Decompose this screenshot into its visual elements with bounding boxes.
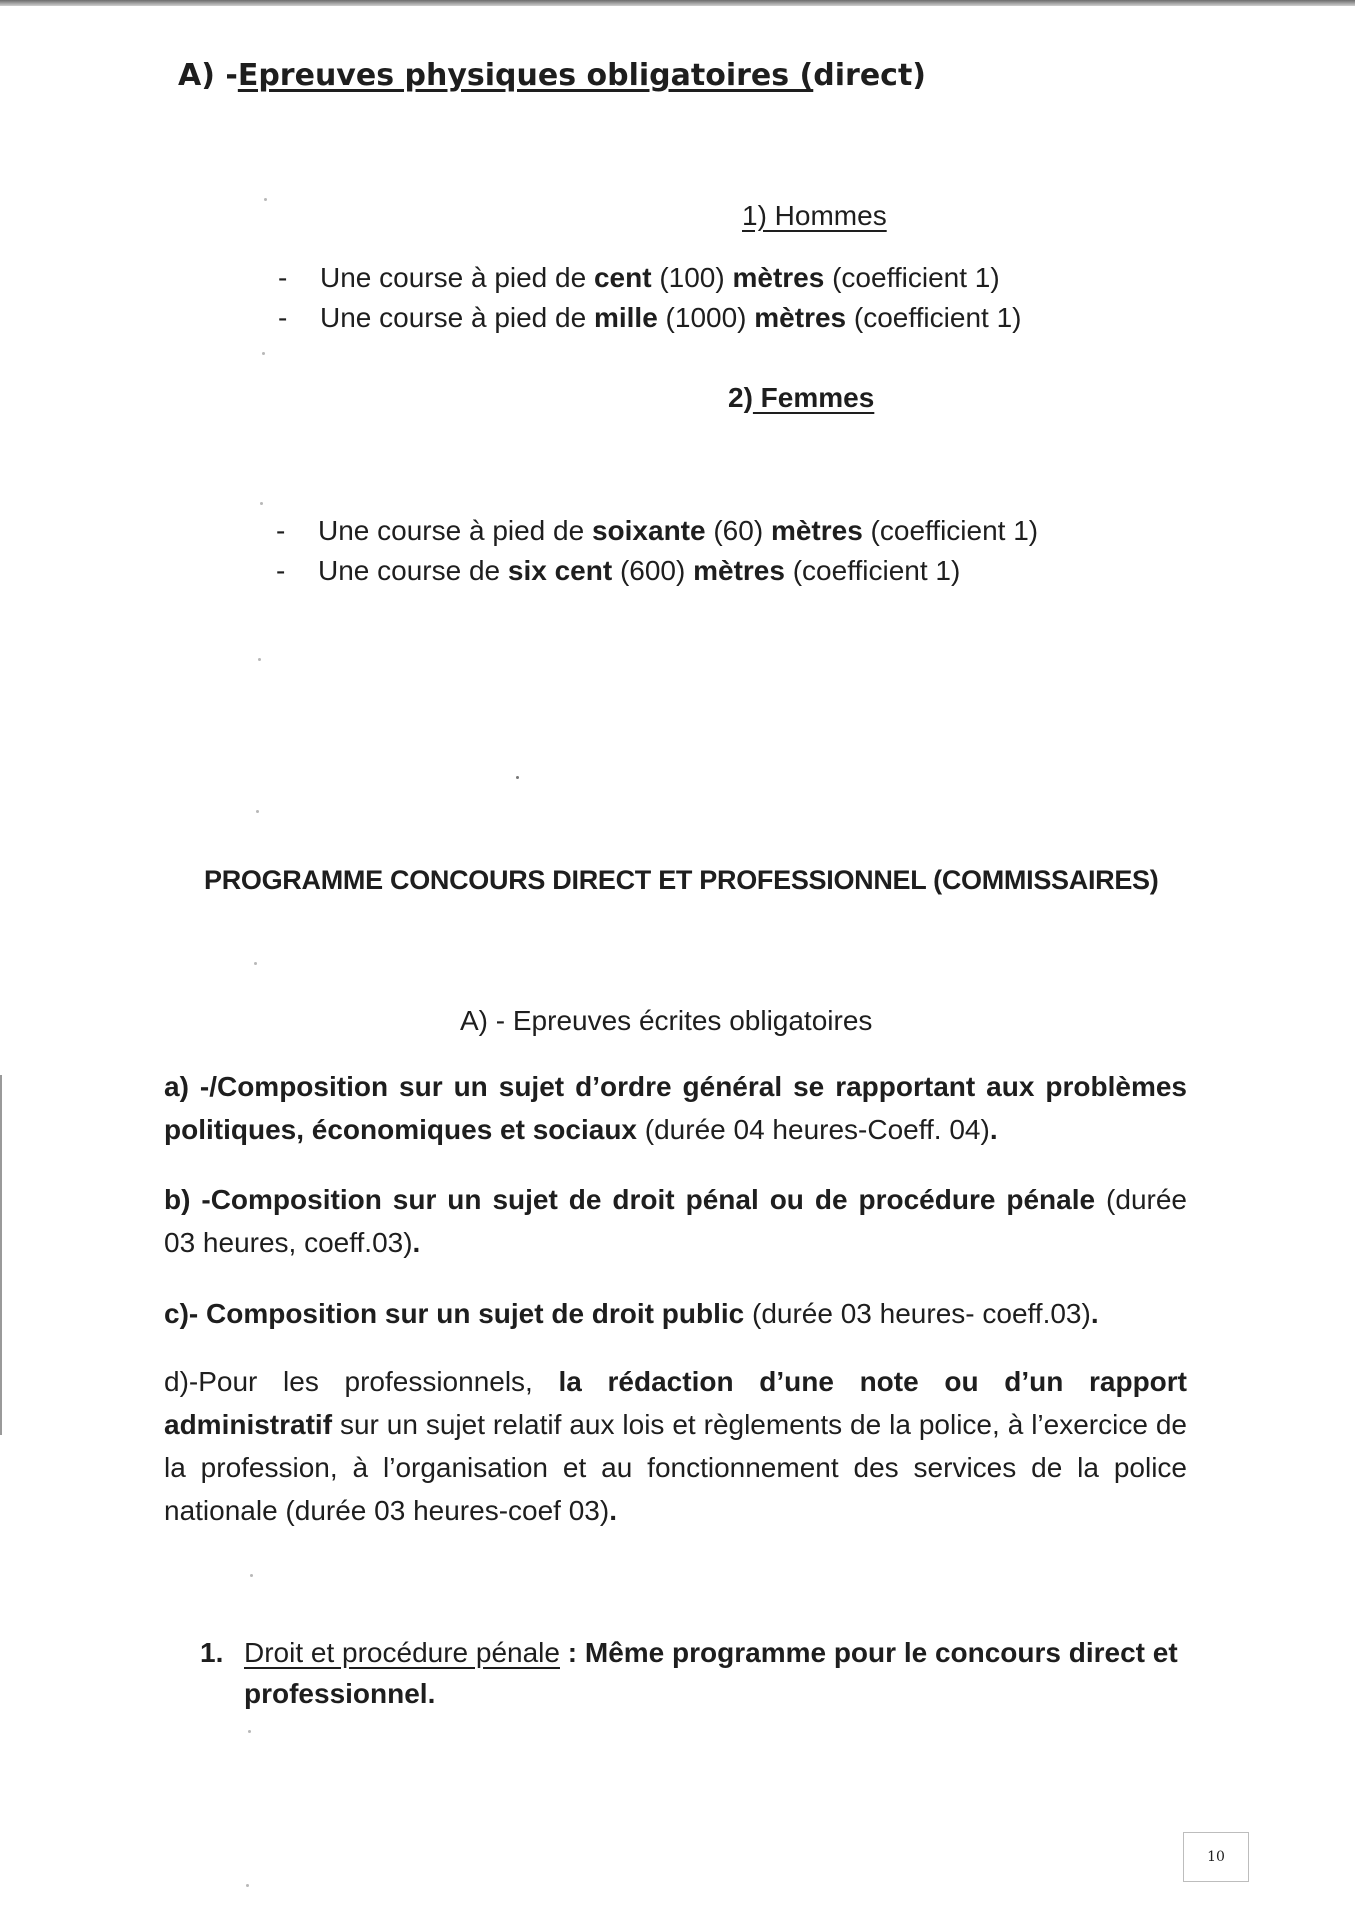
section-title-epreuves-ecrites: A) - Epreuves écrites obligatoires <box>460 1005 873 1036</box>
scan-speck <box>256 810 259 813</box>
scan-left-edge <box>0 1075 2 1435</box>
page-number: 10 <box>1183 1832 1249 1882</box>
heading-suffix: direct) <box>813 58 926 93</box>
scan-speck <box>262 352 265 355</box>
list-item-hommes-1: - Une course à pied de cent (100) mètres (coefficient 1) <box>278 262 1000 293</box>
programme-title: PROGRAMME CONCOURS DIRECT ET PROFESSIONNEL (COMMISSAIRES) <box>204 865 1159 895</box>
list-item-femmes-1: - Une course à pied de soixante (60) mètres (coefficient 1) <box>276 515 1039 546</box>
numbered-item-droit-procedure: 1. Droit et procédure pénale : Même programme pour le concours direct et professionnel. <box>200 1632 1190 1714</box>
subtitle-hommes <box>742 200 887 232</box>
heading-underlined: Epreuves physiques obligatoires ( <box>237 58 814 93</box>
heading-prefix: A) - <box>178 58 238 93</box>
subtitle-femmes-text: Femmes <box>752 382 875 413</box>
scan-speck <box>264 198 267 201</box>
numbered-item-number: 1. <box>200 1637 224 1668</box>
scan-speck <box>254 962 257 965</box>
composition-d: d)-Pour les professionnels, la rédaction d’une note ou d’un rapport administratif sur un sujet relatif aux lois et règlements de la police, à l’exercice de la profession, à l’organisation et au fonctionnement des services de la police nationale (durée 03 heures-coef 03). <box>164 1366 1187 1526</box>
scan-top-edge <box>0 0 1355 6</box>
scan-speck <box>250 1574 253 1577</box>
numbered-item-underlined: Droit et procédure pénale <box>244 1637 560 1668</box>
scan-speck <box>258 658 261 661</box>
heading-epreuves-physiques <box>178 58 926 93</box>
scan-speck <box>260 502 263 505</box>
composition-b: b) -Composition sur un sujet de droit pénal ou de procédure pénale (durée 03 heures, coeff.03). <box>164 1184 1187 1258</box>
subtitle-femmes-num: 2) <box>728 382 753 413</box>
scan-speck <box>246 1884 249 1887</box>
subtitle-femmes <box>728 382 874 414</box>
composition-a: a) -/Composition sur un sujet d’ordre général se rapportant aux problèmes politiques, économiques et sociaux (durée 04 heures-Coeff. 04). <box>164 1071 1187 1145</box>
list-item-femmes-2: - Une course de six cent (600) mètres (coefficient 1) <box>276 555 961 586</box>
list-item-hommes-2: - Une course à pied de mille (1000) mètres (coefficient 1) <box>278 302 1022 333</box>
scan-speck <box>516 776 519 779</box>
scan-speck <box>248 1730 251 1733</box>
composition-c: c)- Composition sur un sujet de droit public (durée 03 heures- coeff.03). <box>164 1298 1099 1329</box>
subtitle-hommes-text: 1) Hommes <box>742 200 887 231</box>
